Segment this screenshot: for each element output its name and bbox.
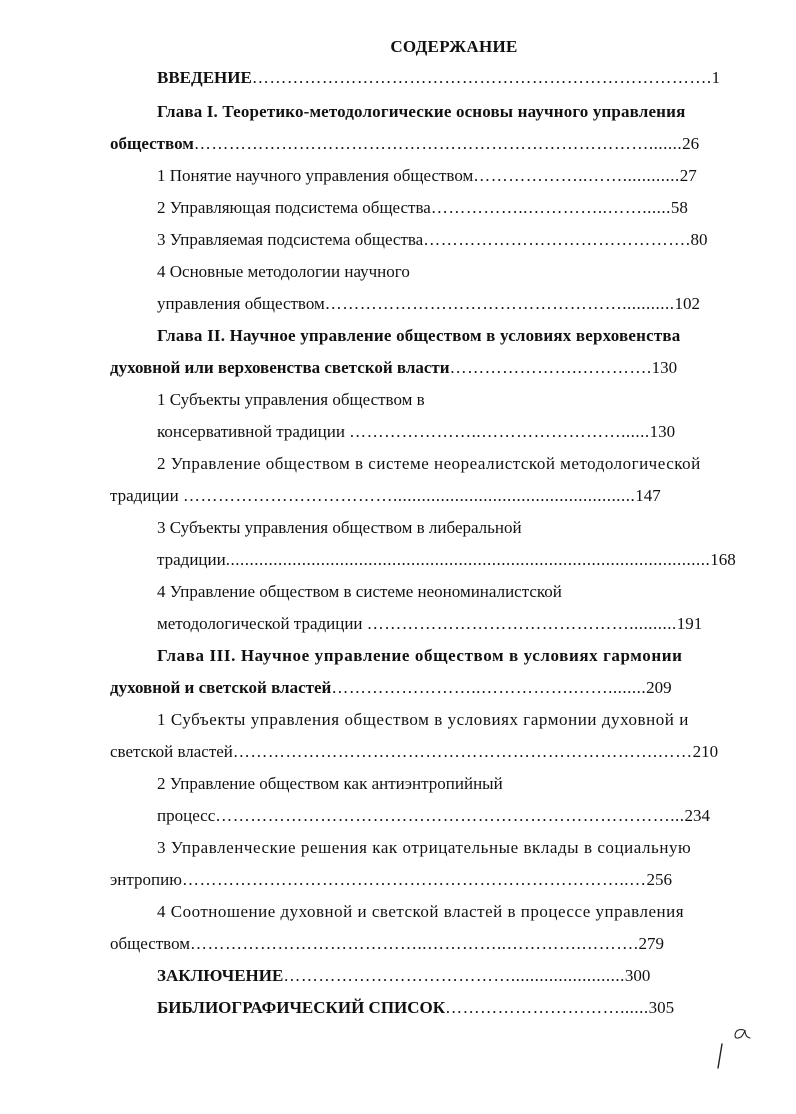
toc-entry-title: духовной и светской властей [110,678,332,697]
toc-leader-dots: ………………………………………. [423,230,691,249]
toc-leader-dots: ...................................................................................................... [225,550,711,569]
toc-entry-title: светской властей [110,742,233,761]
toc-entry-title: 1 Понятие научного управления обществом [157,166,474,185]
toc-entry-intro [157,67,740,89]
toc-entry-title: духовной или верховенства светской власти [110,358,450,377]
toc-page-number: 300 [624,966,651,985]
toc-leader-dots: ……………………………………………………………………. [251,68,712,87]
toc-chapter-2-line1: Глава II. Научное управление обществом в условиях верховенства [157,326,681,345]
toc-entry-title: ВВЕДЕНИЕ [157,68,252,87]
toc-leader-dots: ………………………………................................................... [182,486,636,505]
toc-section-1-1 [157,165,752,187]
toc-entry-title: обществом [110,134,194,153]
toc-leader-dots: ……………………………………………........... [324,294,675,313]
toc-page-number: 130 [649,422,676,441]
toc-chapter-2-line2 [110,357,750,379]
toc-leader-dots: …………………………………..…………..………….………. [190,934,639,953]
toc-section-2-1-line1: 1 Субъекты управления обществом в [157,390,425,409]
toc-section-1-2 [157,197,752,219]
toc-leader-dots: …………………………………………………………………..… [181,870,647,889]
toc-page-number: 279 [638,934,665,953]
toc-entry-title: ЗАКЛЮЧЕНИЕ [157,966,284,985]
toc-page-number: 102 [674,294,701,313]
toc-entry-title: методологической традиции [157,614,367,633]
toc-section-2-1-line2 [157,421,757,443]
toc-section-2-3-line2 [157,549,737,571]
toc-leader-dots: ………………….…………. [449,358,652,377]
toc-chapter-1-line1: Глава I. Теоретико-методологические основы научного управления [157,102,686,121]
toc-section-3-1-line2 [110,741,750,763]
page-title: СОДЕРЖАНИЕ [390,37,518,56]
toc-leader-dots: ……………………………………………………………………....... [193,134,683,153]
toc-entry-title: 3 Управляемая подсистема общества [157,230,424,249]
toc-page-number: 191 [676,614,703,633]
toc-entry-title: традиции [157,550,226,569]
toc-section-3-2-line1: 2 Управление обществом как антиэнтропийный [157,774,503,793]
toc-page-number: 130 [651,358,678,377]
toc-section-1-3 [157,229,752,251]
toc-leader-dots: ……………………..…………….……........ [331,678,647,697]
toc-entry-title: обществом [110,934,191,953]
toc-section-2-4-line1: 4 Управление обществом в системе неономиналистской [157,582,562,601]
toc-entry-title: процесс [157,806,216,825]
toc-page-number: 26 [682,134,700,153]
toc-section-3-4-line2 [110,933,750,955]
toc-section-2-3-line1: 3 Субъекты управления обществом в либеральной [157,518,522,537]
toc-page-number: 27 [679,166,697,185]
toc-section-3-3-line1: 3 Управленческие решения как отрицательные вклады в социальную [157,838,692,857]
toc-leader-dots: …………………………...... [445,998,649,1017]
toc-section-2-4-line2 [157,613,757,635]
toc-section-3-3-line2 [110,869,750,891]
toc-section-3-2-line2 [157,805,757,827]
toc-entry-title: управления обществом [157,294,325,313]
toc-entry-conclusion [157,965,757,987]
handwritten-page-mark [712,1018,772,1078]
toc-chapter-3-line2 [110,677,750,699]
toc-page-number: 234 [684,806,711,825]
toc-entry-title: традиции [110,486,183,505]
toc-leader-dots: ……………………………………………………………….…… [232,742,693,761]
toc-leader-dots: ……………………………………….......... [366,614,677,633]
toc-page-number: 168 [710,550,736,569]
toc-leader-dots: …………………..……………………...... [349,422,650,441]
toc-leader-dots: …………………………………........................ [283,966,625,985]
toc-page-number: 210 [692,742,719,761]
toc-page-number: 256 [646,870,672,889]
toc-leader-dots: ……………..…………..……...... [430,198,671,217]
toc-section-2-2-line2 [110,485,750,507]
toc-chapter-3-line1: Глава III. Научное управление обществом в условиях гармонии [157,646,683,665]
toc-page-number: 147 [635,486,661,505]
toc-page-number: 209 [646,678,672,697]
toc-entry-title: энтропию [110,870,182,889]
toc-section-3-1-line1: 1 Субъекты управления обществом в условиях гармонии духовной и [157,710,689,729]
toc-entry-title: БИБЛИОГРАФИЧЕСКИЙ СПИСОК [157,998,446,1017]
toc-page-number: 58 [670,198,688,217]
toc-section-3-4-line1: 4 Соотношение духовной и светской властей в процессе управления [157,902,685,921]
toc-section-2-2-line1: 2 Управление обществом в системе неореалистской методологической [157,454,701,473]
toc-section-1-4-line1: 4 Основные методологии научного [157,262,410,281]
toc-entry-title: 2 Управляющая подсистема общества [157,198,431,217]
toc-entry-bibliography [157,997,757,1019]
toc-section-1-4-line2 [157,293,757,315]
toc-leader-dots: ……………………………………………………………………... [215,806,685,825]
toc-page-number: 305 [648,998,675,1017]
toc-leader-dots: ………………..……............ [473,166,680,185]
toc-page-number: 1 [711,68,721,87]
toc-chapter-1-line2 [110,133,750,155]
toc-page-number: 80 [690,230,708,249]
toc-entry-title: консервативной традиции [157,422,350,441]
